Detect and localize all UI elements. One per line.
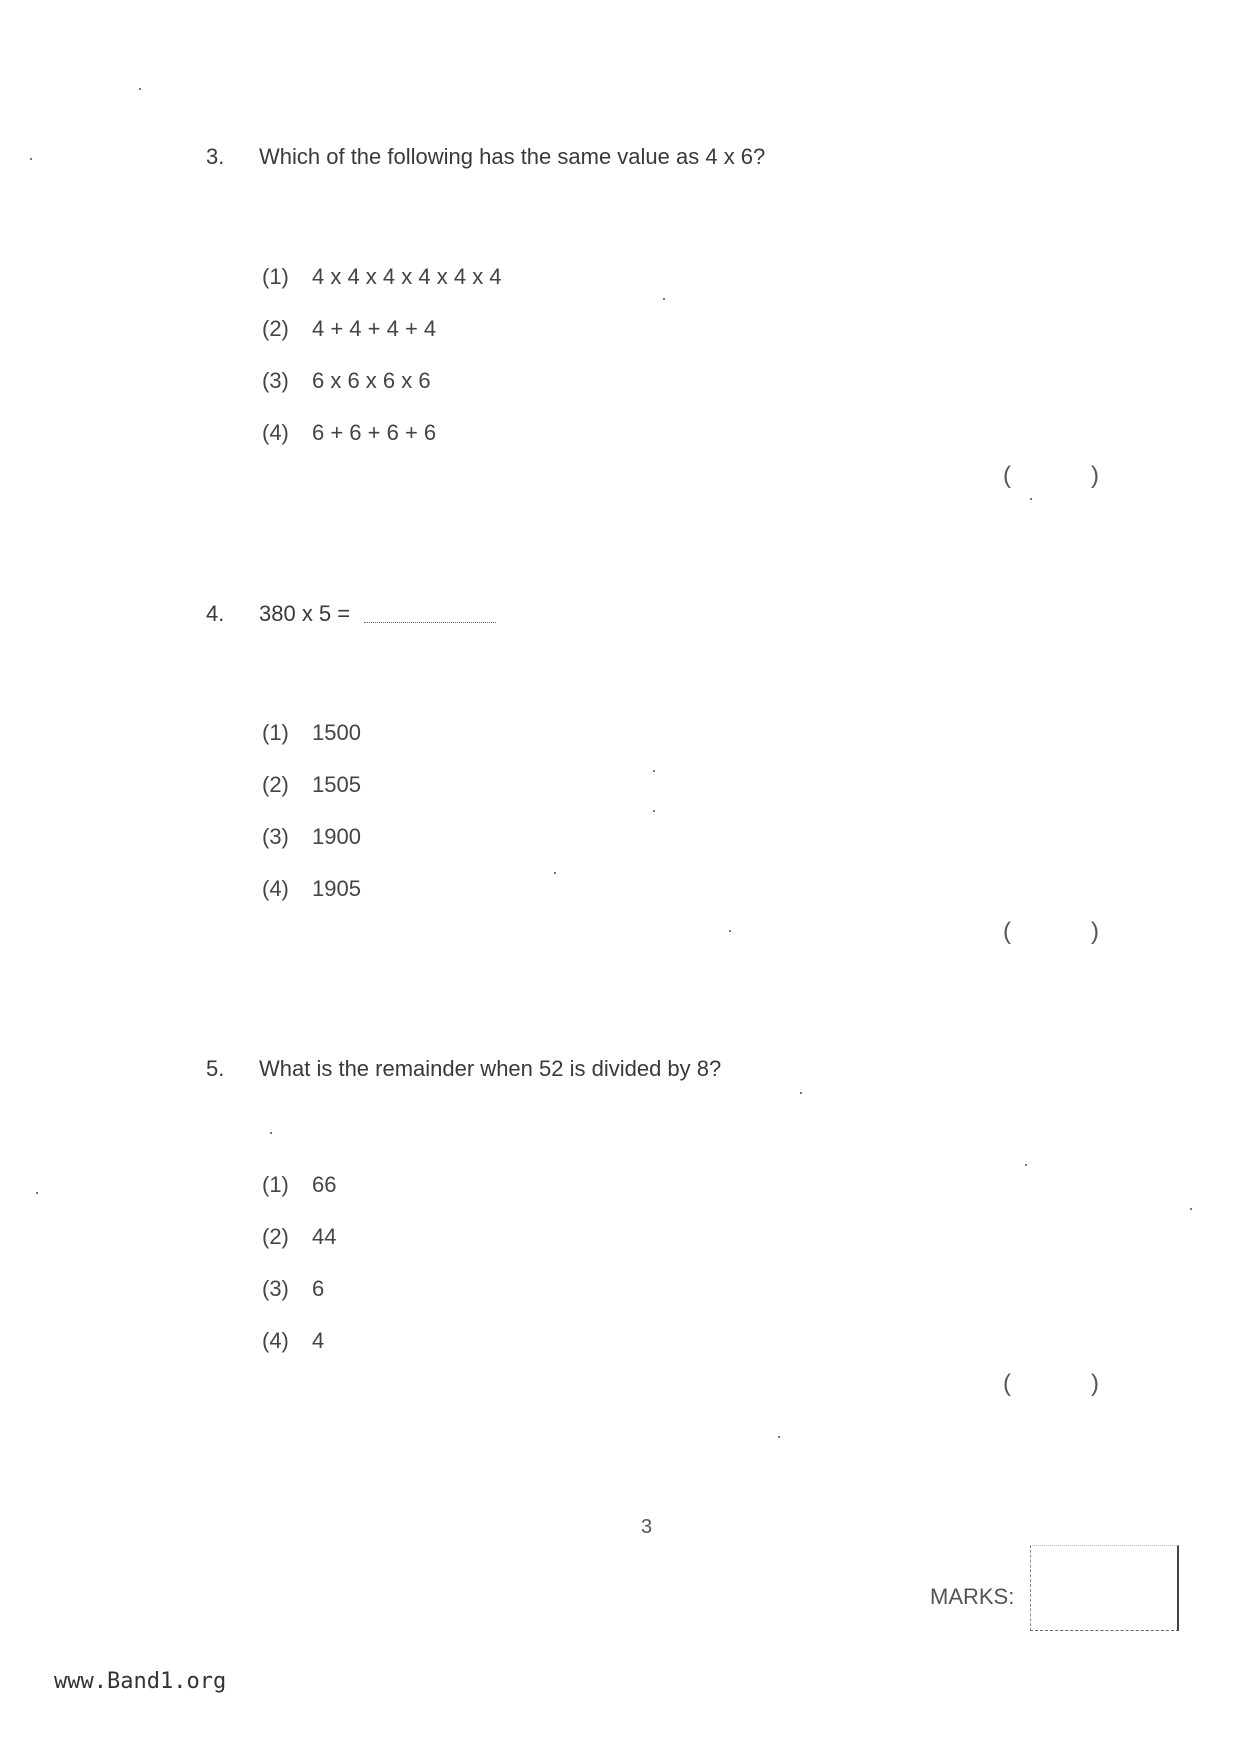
scan-speck <box>653 810 655 812</box>
option-3[interactable] <box>262 368 431 394</box>
option-label: (1) <box>262 1172 289 1197</box>
option-label: (2) <box>262 316 289 341</box>
scan-speck <box>729 930 731 932</box>
option-label: (4) <box>262 1328 289 1353</box>
option-text: 4 <box>312 1328 325 1353</box>
answer-bracket[interactable]: ( ) <box>1003 1370 1099 1397</box>
option-text: 44 <box>312 1224 337 1249</box>
scan-speck <box>1025 1164 1027 1166</box>
scan-speck <box>663 298 665 300</box>
option-4[interactable] <box>262 876 361 902</box>
option-text: 1900 <box>312 824 361 849</box>
marks-label: MARKS: <box>930 1584 1015 1609</box>
footer-url: www.Band1.org <box>54 1669 227 1694</box>
option-2[interactable] <box>262 316 436 342</box>
option-label: (2) <box>262 772 289 797</box>
answer-bracket[interactable]: ( ) <box>1003 462 1099 489</box>
option-label: (4) <box>262 420 289 445</box>
question-number: 3. <box>206 144 225 169</box>
option-text: 6 x 6 x 6 x 6 <box>312 368 431 393</box>
option-text: 66 <box>312 1172 337 1197</box>
scan-speck <box>778 1436 780 1438</box>
page-number: 3 <box>641 1516 653 1538</box>
scan-speck <box>30 158 32 160</box>
scan-speck <box>653 770 655 772</box>
option-text: 1505 <box>312 772 361 797</box>
answer-blank[interactable] <box>364 610 496 623</box>
option-text: 6 + 6 + 6 + 6 <box>312 420 437 445</box>
answer-bracket[interactable]: ( ) <box>1003 918 1099 945</box>
option-1[interactable] <box>262 1172 336 1198</box>
option-label: (3) <box>262 368 289 393</box>
option-label: (1) <box>262 264 289 289</box>
option-text: 6 <box>312 1276 325 1301</box>
option-label: (1) <box>262 720 289 745</box>
scan-speck <box>554 872 556 874</box>
question-text: 380 x 5 = <box>259 601 351 626</box>
scan-speck <box>1030 498 1032 500</box>
option-text: 1500 <box>312 720 361 745</box>
option-1[interactable] <box>262 720 361 746</box>
option-1[interactable] <box>262 264 502 290</box>
option-3[interactable] <box>262 824 361 850</box>
option-text: 4 + 4 + 4 + 4 <box>312 316 437 341</box>
question-number: 4. <box>206 601 225 626</box>
option-label: (3) <box>262 824 289 849</box>
option-label: (2) <box>262 1224 289 1249</box>
scan-speck <box>139 88 141 90</box>
option-4[interactable] <box>262 420 436 446</box>
scan-speck <box>800 1092 802 1094</box>
question-text: Which of the following has the same value as 4 x 6? <box>259 144 766 169</box>
question-number: 5. <box>206 1056 225 1081</box>
scan-speck <box>36 1192 38 1194</box>
option-label: (4) <box>262 876 289 901</box>
option-3[interactable] <box>262 1276 324 1302</box>
marks-box[interactable] <box>1030 1545 1179 1631</box>
question-text-wrap <box>259 601 496 627</box>
scan-speck <box>270 1132 272 1134</box>
option-4[interactable] <box>262 1328 324 1354</box>
scan-speck <box>1190 1208 1192 1210</box>
option-text: 1905 <box>312 876 361 901</box>
question-text: What is the remainder when 52 is divided by 8? <box>259 1056 722 1081</box>
option-2[interactable] <box>262 1224 336 1250</box>
option-2[interactable] <box>262 772 361 798</box>
option-text: 4 x 4 x 4 x 4 x 4 x 4 <box>312 264 502 289</box>
option-label: (3) <box>262 1276 289 1301</box>
